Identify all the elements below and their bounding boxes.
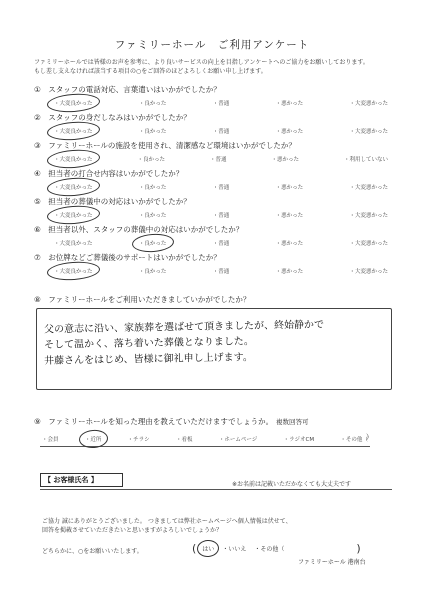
closing-line-2: 回答を掲載させていただきたいと思いますがよろしいでしょうか？ [42, 527, 223, 534]
rating-option[interactable]: ・良かった [138, 129, 167, 135]
rating-option[interactable]: ・普通 [212, 185, 230, 191]
source-option[interactable]: ・近所 [83, 434, 104, 444]
intro-line-1: ファミリーホールでは皆様のお声を参考に、より良いサービスの向上を目指しアンケートへのご協力をお願いしております。 [34, 59, 369, 66]
name-optional-note: ※お名前は記載いただかなくても大丈夫です [232, 481, 352, 488]
comment-line-3: 井藤さんをはじめ、皆様に御礼申し上げます。 [43, 352, 253, 367]
intro-text [34, 58, 369, 76]
rating-option[interactable]: ・悪かった [275, 185, 304, 191]
source-option[interactable]: ・会員 [42, 437, 59, 443]
publish-options [192, 543, 361, 554]
rating-option[interactable]: ・大変良かった [52, 210, 95, 220]
rating-option[interactable]: ・悪かった [275, 213, 304, 219]
question-4-options [52, 182, 390, 192]
publish-option[interactable]: ・いいえ [222, 546, 247, 553]
rating-option[interactable]: ・大変良かった [52, 266, 95, 276]
comment-line-1: 父の意志に沿い、家族葬を選ばせて頂きましたが、終始静かで [43, 319, 325, 336]
rating-option[interactable]: ・大変良かった [52, 98, 95, 108]
question-9-label: ⑨ ファミリーホールを知った理由を教えていただけますでしょうか。 [34, 417, 274, 426]
customer-name-label: 【 お客様氏名 】 [40, 473, 123, 487]
rating-option[interactable]: ・大変悪かった [349, 129, 388, 135]
question-2-label: ② スタッフの身だしなみはいかがでしたか？ [34, 113, 191, 122]
question-7-label: ⑦ お位牌などご葬儀後のサポートはいかがでしたか？ [34, 253, 221, 262]
source-options [40, 434, 370, 447]
publish-option[interactable]: はい [200, 543, 216, 554]
question-6-options [52, 238, 390, 248]
rating-option[interactable]: ・良かった [137, 238, 169, 248]
rating-option[interactable]: ・良かった [138, 213, 167, 219]
rating-option[interactable]: ・普通 [212, 269, 230, 275]
rating-option[interactable]: ・大変悪かった [349, 213, 388, 219]
source-option[interactable]: ・ホームページ [218, 437, 258, 443]
publish-open-bracket: ( [192, 541, 197, 555]
rating-option[interactable]: ・普通 [209, 157, 227, 163]
closing-text [42, 517, 292, 535]
intro-line-2: もし差し支えなければ該当する項目の○をご回答のほどよろしくお願い申し上げます。 [34, 68, 267, 75]
rating-option[interactable]: ・悪かった [275, 129, 304, 135]
comment-line-2: そして温かく、落ち着いた葬儀となりました。 [43, 336, 254, 351]
question-3-label: ③ ファミリーホールの施設を使用され、清潔感など環境はいかがでしたか？ [34, 141, 296, 150]
question-8-label: ⑧ ファミリーホールをご利用いただきましていかがでしたか？ [34, 295, 251, 304]
publish-close-bracket: ) [356, 541, 361, 555]
rating-option[interactable]: ・大変悪かった [349, 101, 388, 107]
rating-option[interactable]: ・普通 [212, 241, 230, 247]
rating-option[interactable]: ・良かった [138, 101, 167, 107]
rating-option[interactable]: ・悪かった [275, 241, 304, 247]
question-2-options [52, 126, 390, 136]
source-option[interactable]: ・その他（ [340, 437, 368, 443]
organization-name: ファミリーホール 港南台 [298, 559, 366, 566]
rating-option[interactable]: ・大変悪かった [349, 269, 388, 275]
rating-option[interactable]: ・良かった [138, 185, 167, 191]
multi-answer-note: 複数回答可 [276, 418, 309, 426]
source-option[interactable]: ・ラジオCM [283, 437, 315, 443]
rating-option[interactable]: ・普通 [212, 129, 230, 135]
question-5-label: ⑤ 担当者の葬儀中の対応はいかがでしたか？ [34, 197, 191, 206]
question-6-label: ⑥ 担当者以外、スタッフの葬儀中の対応はいかがでしたか？ [34, 225, 244, 234]
rating-option[interactable]: ・利用していない [343, 157, 388, 163]
rating-option[interactable]: ・悪かった [271, 157, 299, 163]
source-option[interactable]: ・看板 [175, 437, 193, 443]
question-1-label: ① スタッフの電話対応、言葉遣いはいかがでしたか？ [34, 85, 221, 94]
publish-prompt: どちらかに、○をお願いいたします。 [42, 548, 143, 555]
rating-option[interactable]: ・大変悪かった [349, 241, 388, 247]
customer-name-line[interactable] [40, 489, 392, 490]
question-3-options [52, 154, 390, 164]
rating-option[interactable]: ・良かった [137, 157, 165, 163]
rating-option[interactable]: ・悪かった [275, 101, 304, 107]
rating-option[interactable]: ・大変悪かった [349, 185, 388, 191]
rating-option[interactable]: ・良かった [138, 269, 167, 275]
rating-option[interactable]: ・大変良かった [52, 126, 95, 136]
source-option[interactable]: ・チラシ [127, 437, 150, 443]
page-title: ファミリーホール ご利用アンケート [114, 39, 310, 51]
question-7-options [52, 266, 390, 276]
rating-option[interactable]: ・大変良かった [54, 241, 93, 247]
question-5-options [52, 210, 390, 220]
rating-option[interactable]: ・大変良かった [52, 182, 95, 192]
publish-option[interactable]: ・その他（ [254, 546, 285, 553]
question-1-options [52, 98, 390, 108]
source-close-paren: ） [366, 433, 373, 441]
rating-option[interactable]: ・悪かった [275, 269, 304, 275]
rating-option[interactable]: ・普通 [212, 101, 230, 107]
question-4-label: ④ 担当者の打合せ内容はいかがでしたか？ [34, 169, 184, 178]
rating-option[interactable]: ・普通 [212, 213, 230, 219]
closing-line-1: ご協力 誠にありがとうございました。 つきましては弊社ホームページへ個人情報は伏せて、 [42, 518, 292, 525]
rating-option[interactable]: ・大変良かった [52, 154, 95, 164]
